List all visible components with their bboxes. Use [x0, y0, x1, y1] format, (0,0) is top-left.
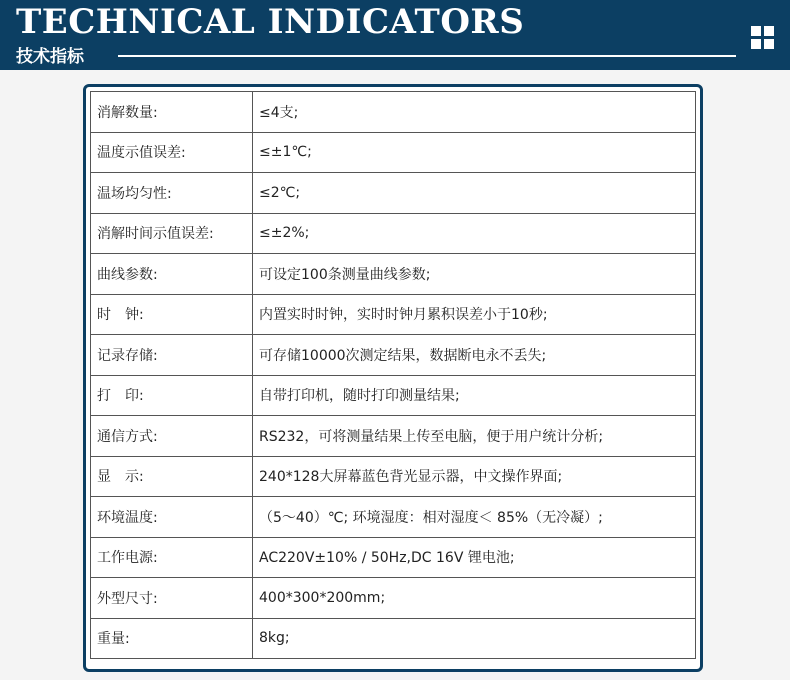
spec-label: 消解数量:	[91, 92, 253, 133]
spec-label: 温场均匀性:	[91, 173, 253, 214]
spec-value: 可设定100条测量曲线参数;	[253, 254, 696, 295]
spec-value: 自带打印机，随时打印测量结果;	[253, 375, 696, 416]
spec-value: ≤±2%;	[253, 213, 696, 254]
table-row	[91, 335, 696, 376]
specs-table-frame	[83, 84, 703, 672]
table-row	[91, 92, 696, 133]
spec-value: （5～40）℃; 环境湿度：相对湿度＜ 85%（无冷凝）;	[253, 497, 696, 538]
spec-value: 内置实时时钟，实时时钟月累积误差小于10秒;	[253, 294, 696, 335]
spec-value: AC220V±10% / 50Hz,DC 16V 锂电池;	[253, 537, 696, 578]
spec-label: 显 示:	[91, 456, 253, 497]
spec-value: ≤2℃;	[253, 173, 696, 214]
spec-value: ≤4支;	[253, 92, 696, 133]
grid-icon	[751, 26, 775, 50]
spec-label: 重量:	[91, 618, 253, 659]
table-row	[91, 173, 696, 214]
spec-value: RS232，可将测量结果上传至电脑，便于用户统计分析;	[253, 416, 696, 457]
spec-value: 240*128大屏幕蓝色背光显示器，中文操作界面;	[253, 456, 696, 497]
specs-table	[90, 91, 696, 659]
spec-label: 温度示值误差:	[91, 132, 253, 173]
table-row	[91, 375, 696, 416]
table-row	[91, 132, 696, 173]
table-row	[91, 578, 696, 619]
table-row	[91, 618, 696, 659]
spec-label: 工作电源:	[91, 537, 253, 578]
header-subtitle: 技术指标	[16, 47, 84, 67]
spec-label: 消解时间示值误差:	[91, 213, 253, 254]
spec-label: 记录存储:	[91, 335, 253, 376]
spec-value: 400*300*200mm;	[253, 578, 696, 619]
table-row	[91, 254, 696, 295]
spec-value: 8kg;	[253, 618, 696, 659]
table-row	[91, 294, 696, 335]
table-row	[91, 537, 696, 578]
spec-label: 打 印:	[91, 375, 253, 416]
table-row	[91, 213, 696, 254]
header-title: TECHNICAL INDICATORS	[16, 2, 525, 42]
spec-label: 曲线参数:	[91, 254, 253, 295]
spec-label: 环境温度:	[91, 497, 253, 538]
header-banner	[0, 0, 790, 70]
spec-value: 可存储10000次测定结果，数据断电永不丢失;	[253, 335, 696, 376]
table-row	[91, 456, 696, 497]
spec-value: ≤±1℃;	[253, 132, 696, 173]
spec-label: 外型尺寸:	[91, 578, 253, 619]
spec-label: 通信方式:	[91, 416, 253, 457]
table-row	[91, 497, 696, 538]
table-row	[91, 416, 696, 457]
header-divider	[118, 55, 736, 57]
spec-label: 时 钟:	[91, 294, 253, 335]
